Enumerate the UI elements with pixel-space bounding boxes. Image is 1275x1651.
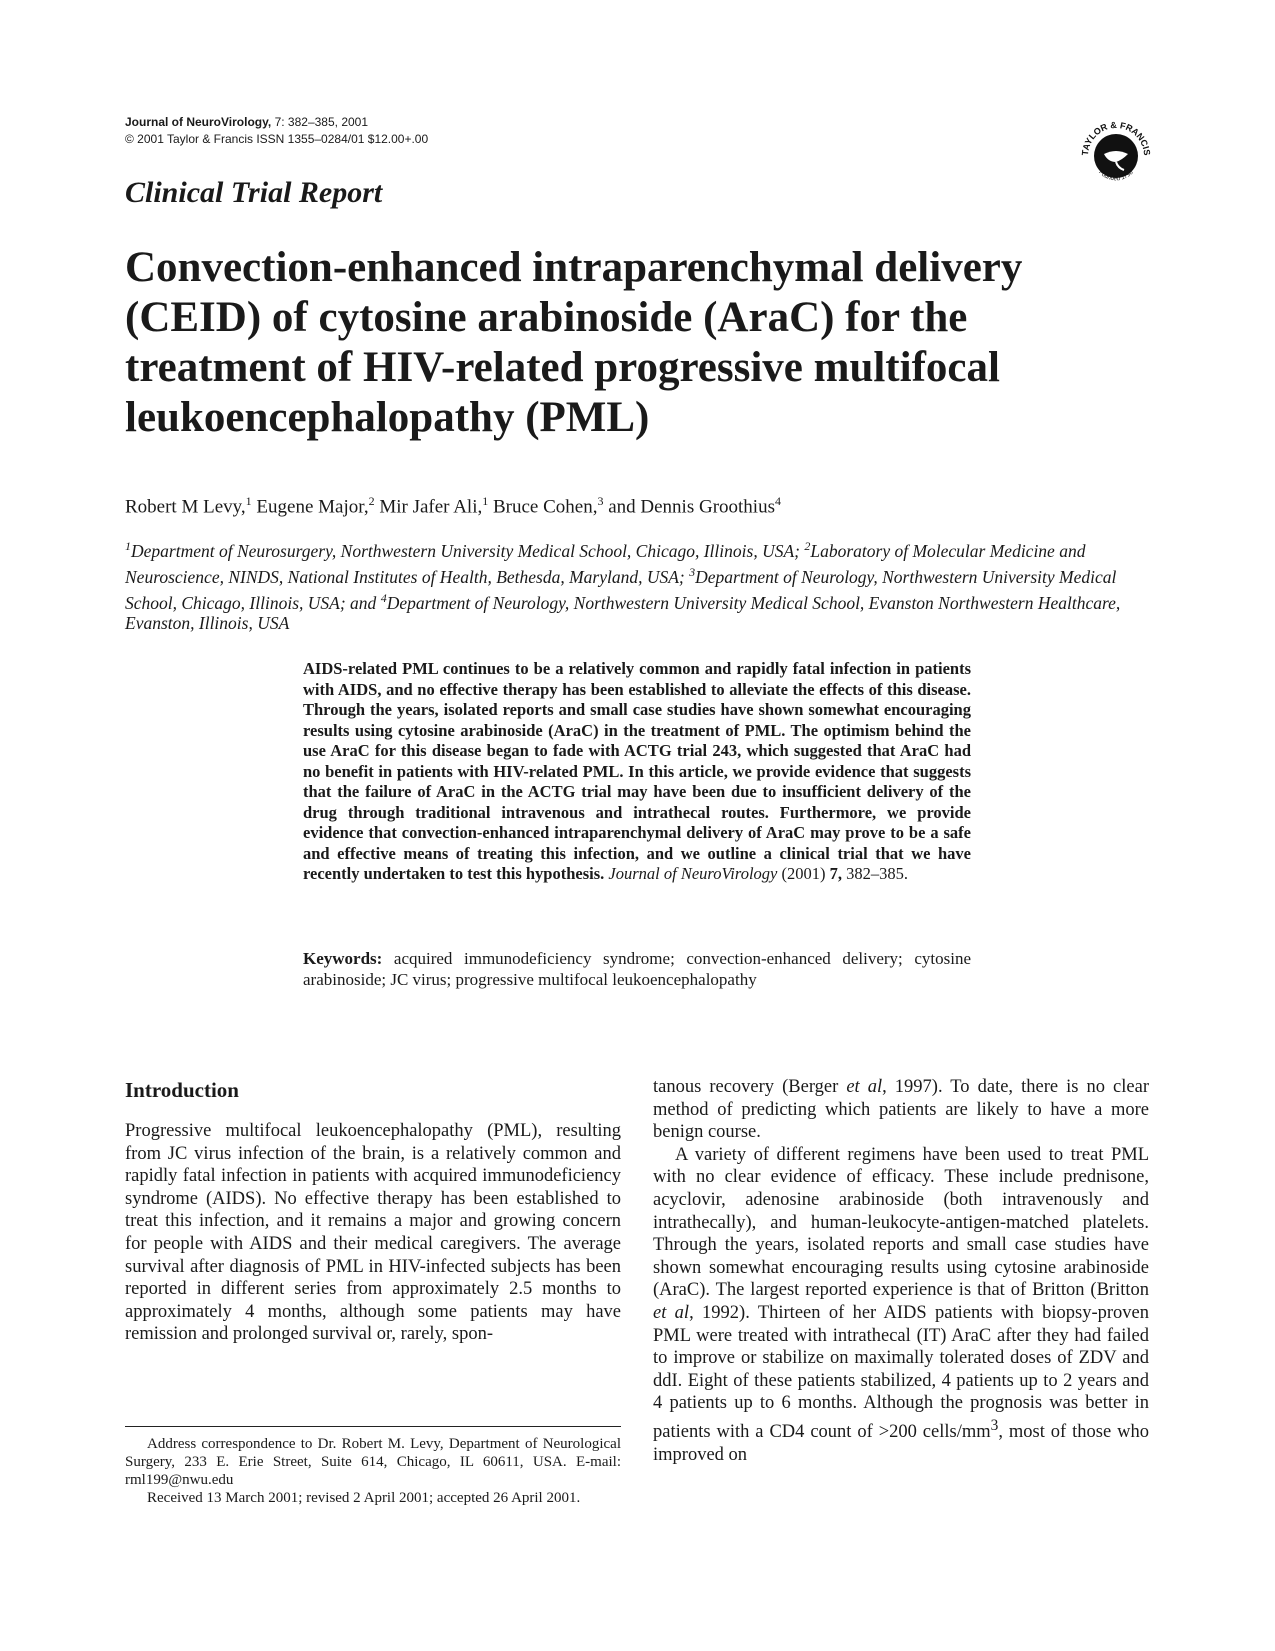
footnotes — [125, 1435, 621, 1507]
article-title: Convection-enhanced intraparenchymal delivery (CEID) of cytosine arabinoside (AraC) for the treatment of HIV-related progressive multifocal leukoencephalopathy (PML) — [125, 244, 1023, 441]
author-name: Bruce Cohen, — [492, 496, 598, 518]
abstract — [303, 659, 971, 885]
section-label: Clinical Trial Report — [125, 176, 383, 209]
author-name: Mir Jafer Ali, — [379, 496, 483, 518]
taylor-francis-logo — [1078, 118, 1154, 194]
body-paragraph — [653, 1076, 1149, 1144]
text-run-italic: et al — [846, 1077, 883, 1097]
keywords — [303, 948, 971, 990]
keywords-label: Keywords: — [303, 949, 383, 968]
abstract-text: AIDS-related PML continues to be a relatively common and rapidly fatal infection in patients with AIDS, and no effective therapy has been established to alleviate the effects of this disease. Through the years, isolated reports and small case studies have shown somewhat encouraging results using cytosine arabinoside (AraC) in the treatment of PML. The optimism behind the use AraC for this disease began to fade with ACTG trial 243, which suggested that AraC had no benefit in patients with HIV-related PML. In this article, we provide evidence that suggests that the failure of AraC in the ACTG trial may have been due to insufficient delivery of the drug through traditional intravenous and intrathecal routes. Furthermore, we provide evidence that convection-enhanced intraparenchymal delivery of AraC may prove to be a safe and effective means of treating this infection, and we outline a clinical trial that we have recently undertaken to test this hypothesis. — [303, 659, 971, 883]
affiliation-text: Laboratory of Molecular Medicine and Neuroscience, NINDS, National Institutes of Health, Bethesda, Maryland, USA; — [125, 540, 1086, 587]
affiliation-text: Department of Neurology, Northwestern University Medical School, Evanston Northwestern Healthcare, Evanston, Illinois, USA — [125, 592, 1121, 634]
body-column-right — [653, 1076, 1149, 1466]
body-paragraph — [653, 1144, 1149, 1466]
citation-pages: 382–385. — [846, 864, 908, 883]
citation-journal: Journal of NeuroVirology — [608, 864, 778, 883]
author-name: and Dennis Groothius — [608, 496, 775, 518]
author-affiliation-marker: 3 — [597, 494, 604, 508]
author-list — [125, 494, 781, 518]
journal-citation-line — [125, 114, 428, 131]
logo-subtext: Founded 1798 — [1097, 169, 1135, 183]
author-name: Eugene Major, — [256, 496, 369, 518]
affiliation-number: 4 — [380, 590, 387, 605]
text-run: , most of those who improved on — [653, 1422, 1149, 1465]
affiliation-number: 2 — [804, 539, 811, 553]
footnote-divider — [125, 1426, 621, 1427]
section-heading-introduction: Introduction — [125, 1078, 239, 1102]
footnote-received: Received 13 March 2001; revised 2 April 2001; accepted 26 April 2001. — [147, 1490, 581, 1506]
logo-text: TAYLOR & FRANCIS — [1079, 119, 1153, 156]
affiliation-number: 3 — [689, 564, 696, 579]
citation-volume: 7, — [829, 864, 842, 883]
keywords-text: acquired immunodeficiency syndrome; convection-enhanced delivery; cytosine arabinoside; JC virus; progressive multifocal leukoencephalopathy — [303, 949, 972, 989]
affiliation-text: Department of Neurosurgery, Northwestern University Medical School, Chicago, Illinois, USA; — [131, 540, 805, 561]
affiliation-text: Department of Neurology, Northwestern University Medical School, Chicago, Illinois, USA; and — [125, 566, 1117, 613]
citation-year: (2001) — [781, 864, 826, 883]
superscript: 3 — [990, 1416, 999, 1434]
text-run-italic: et al — [653, 1302, 690, 1323]
journal-copyright: © 2001 Taylor & Francis ISSN 1355–0284/01 $12.00+.00 — [125, 132, 429, 146]
journal-name: Journal of NeuroVirology, — [125, 115, 272, 129]
text-run: tanous recovery (Berger — [653, 1077, 847, 1097]
journal-header — [125, 114, 428, 148]
text-run: A variety of different regimens have been used to treat PML with no clear evidence of efficacy. These include prednisone, acyclovir, adenosine arabinoside (both intravenously and intrathecally), and human-leukocyte-antigen-matched platelets. Through the years, isolated reports and small case studies have shown somewhat encouraging results using cytosine arabinoside (AraC). The largest reported experience is that of Britton (Britton — [653, 1144, 1149, 1301]
footnote-correspondence: Address correspondence to Dr. Robert M. Levy, Department of Neurological Surgery, 233 E. Erie Street, Suite 614, Chicago, IL 60611, USA. E-mail: rml199@nwu.edu — [125, 1436, 621, 1488]
text-run: , 1992). Thirteen of her AIDS patients with biopsy-proven PML were treated with intrathecal (IT) AraC after they had failed to improve or stabilize on maximally tolerated doses of ZDV and ddI. Eight of these patients stabilized, 4 patients up to 2 years and 4 patients up to 6 months. Although the prognosis was better in patients with a CD4 count of >200 cells/mm — [653, 1302, 1149, 1443]
author-affiliation-marker: 4 — [774, 494, 781, 508]
author-affiliation-marker: 1 — [245, 494, 252, 508]
affiliations — [125, 536, 1155, 634]
author-name: Robert M Levy, — [125, 496, 246, 518]
abstract-citation — [608, 864, 908, 883]
body-paragraph-left: Progressive multifocal leukoencephalopathy (PML), resulting from JC virus infection of the brain, is a relatively common and rapidly fatal infection in patients with acquired immunodeficiency syndrome (AIDS). No effective therapy has been established to treat this infection, and it remains a major and growing concern for people with AIDS and their medical caregivers. The average survival after diagnosis of PML in HIV-infected subjects has been reported in different series from approximately 2.5 months to approximately 4 months, although some patients may have remission and prolonged survival or, rarely, spon- — [125, 1121, 621, 1345]
journal-volume: 7: 382–385, 2001 — [274, 115, 369, 129]
author-affiliation-marker: 2 — [368, 494, 375, 508]
author-affiliation-marker: 1 — [482, 494, 489, 508]
affiliation-number: 1 — [125, 539, 131, 553]
text-run: , 1997). To date, there is no clear method of predicting which patients are likely to have a more benign course. — [653, 1077, 1149, 1143]
